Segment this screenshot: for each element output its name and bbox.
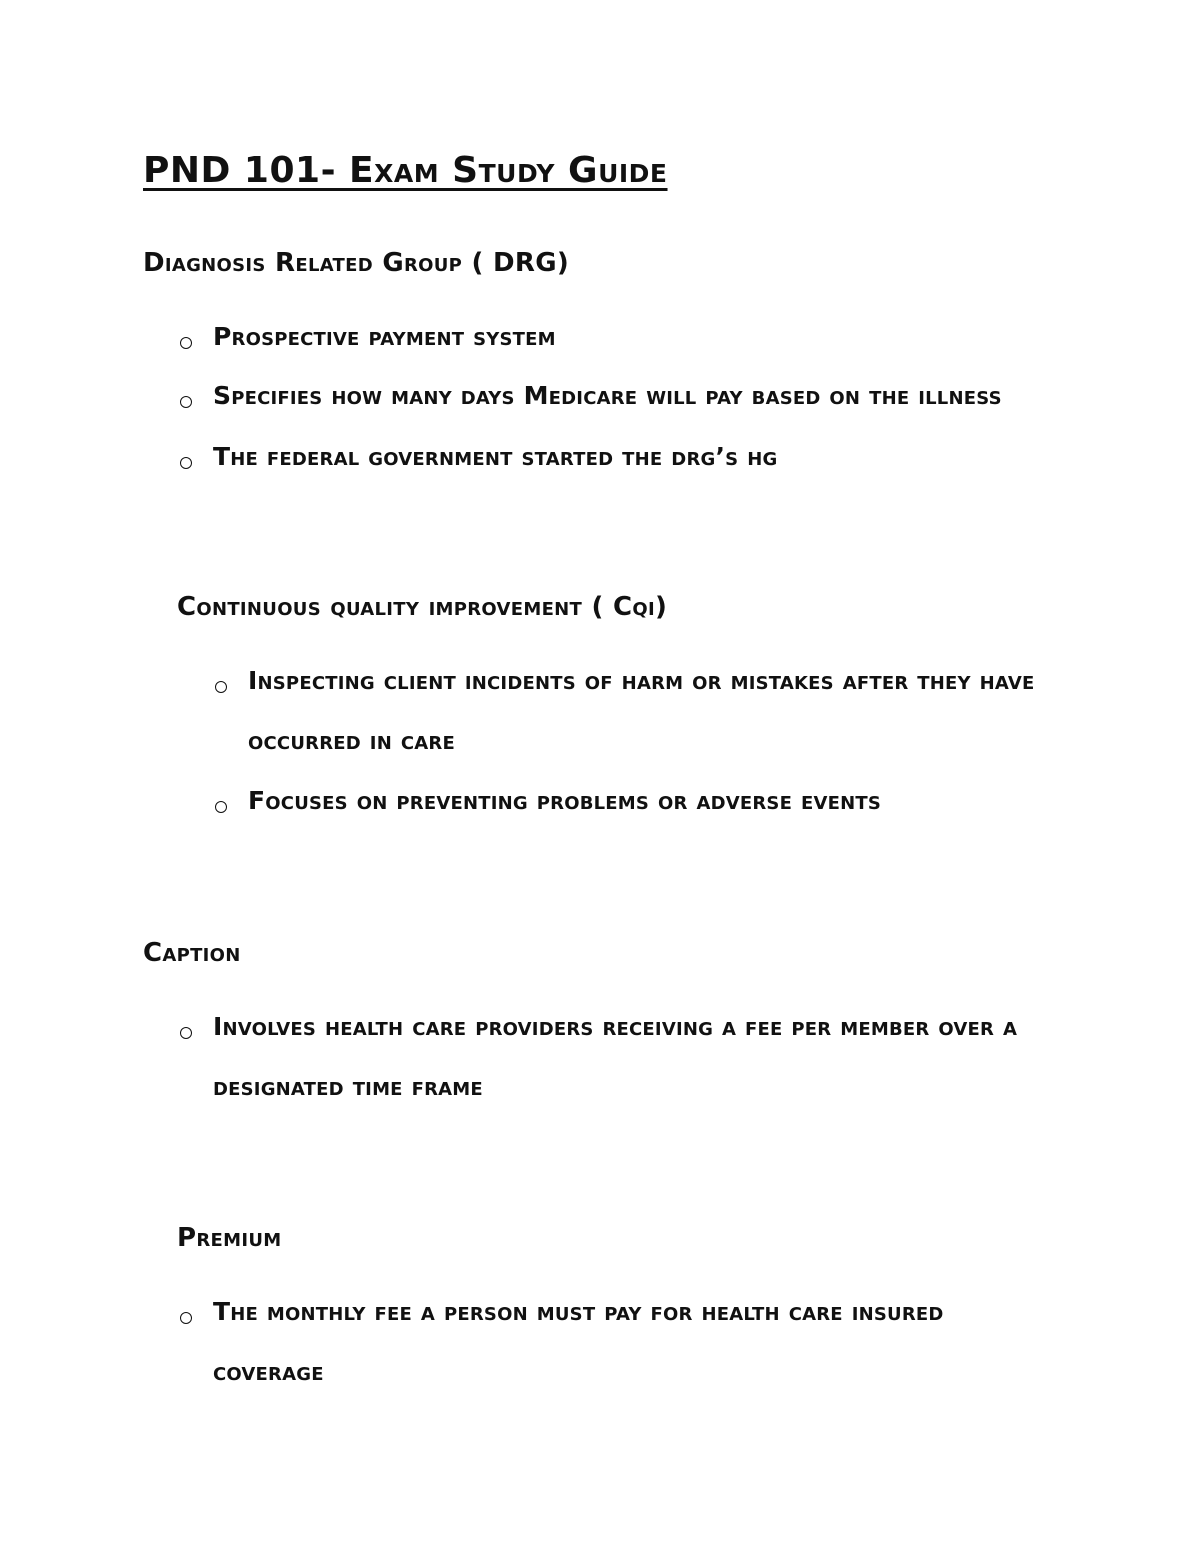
- bullet-circle-icon: [180, 457, 192, 469]
- section-heading-caption: Caption: [143, 938, 241, 968]
- section-heading-premium: Premium: [177, 1223, 282, 1253]
- bullet-item: Inspecting client incidents of harm or mistakes after they have: [248, 666, 1035, 695]
- bullet-circle-icon: [180, 1312, 192, 1324]
- bullet-item-continuation: coverage: [213, 1357, 324, 1386]
- bullet-circle-icon: [180, 396, 192, 408]
- bullet-item: Prospective payment system: [213, 322, 556, 351]
- bullet-circle-icon: [215, 681, 227, 693]
- bullet-item-continuation: designated time frame: [213, 1072, 483, 1101]
- bullet-item: Involves health care providers receiving a fee per member over a: [213, 1012, 1018, 1041]
- bullet-circle-icon: [180, 1027, 192, 1039]
- bullet-circle-icon: [215, 801, 227, 813]
- bullet-item-continuation: occurred in care: [248, 726, 455, 755]
- bullet-item: Specifies how many days Medicare will pay based on the illness: [213, 381, 1002, 410]
- page-title: PND 101- Exam Study Guide: [143, 150, 668, 191]
- bullet-item: The federal government started the drg’s hg: [213, 442, 778, 471]
- section-heading-drg: Diagnosis Related Group ( DRG): [143, 248, 570, 278]
- bullet-item: Focuses on preventing problems or adverse events: [248, 786, 881, 815]
- bullet-item: The monthly fee a person must pay for health care insured: [213, 1297, 944, 1326]
- bullet-circle-icon: [180, 337, 192, 349]
- section-heading-cqi: Continuous quality improvement ( Cqi): [177, 592, 668, 622]
